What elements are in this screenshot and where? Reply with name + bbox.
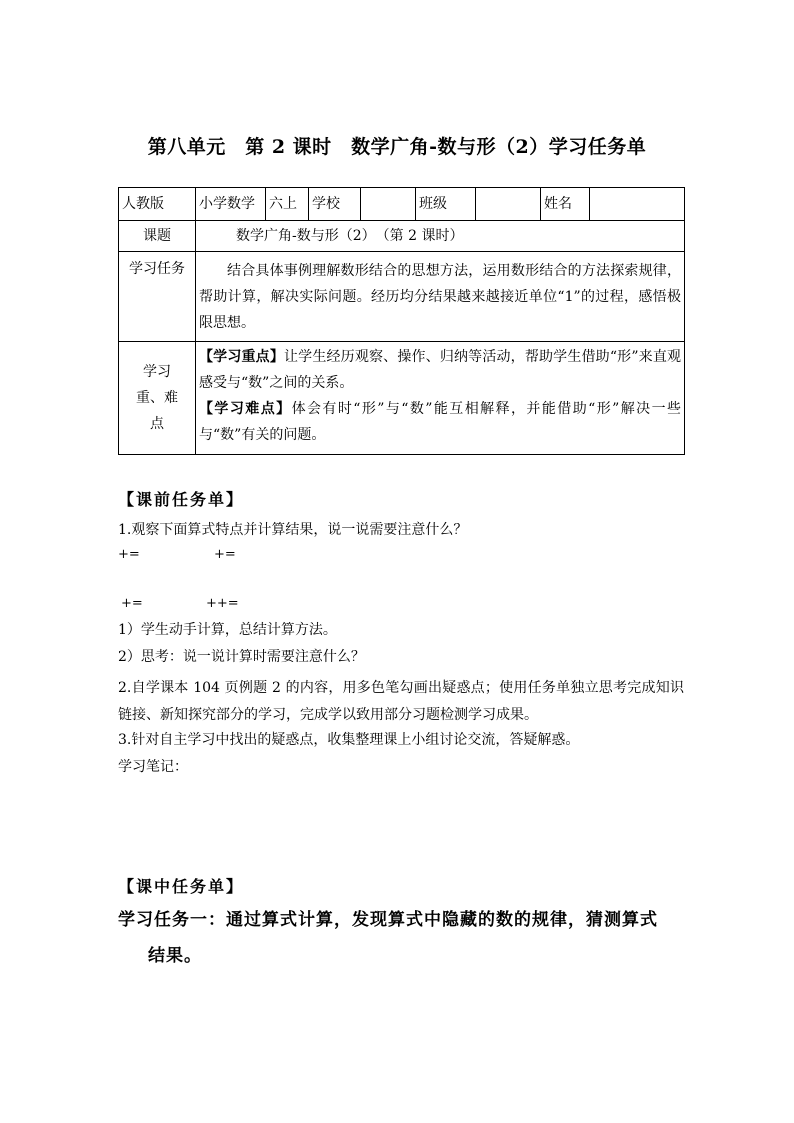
task-one-heading (118, 902, 684, 974)
task-one-line1: 学习任务一：通过算式计算，发现算式中隐藏的数的规律，猜测算式 (118, 910, 658, 930)
topic-row (119, 221, 685, 252)
notes-label: 学习笔记： (118, 759, 188, 775)
grade-cell: 六上 (266, 188, 309, 221)
task-row (119, 252, 685, 342)
pre-task-q1: 1.观察下面算式特点并计算结果，说一说需要注意什么？ (118, 522, 468, 538)
school-label: 学校 (309, 188, 361, 221)
header-row (119, 188, 685, 221)
task-cell (196, 252, 685, 342)
school-field[interactable] (361, 188, 416, 221)
equation-2b: ++= (206, 596, 239, 611)
equation-1b: += (214, 547, 236, 562)
mid-task-heading: 【课中任务单】 (118, 877, 245, 896)
focus-diff-tag: 【学习难点】 (199, 401, 292, 417)
edition-cell: 人教版 (119, 188, 196, 221)
pre-task-heading: 【课前任务单】 (118, 490, 245, 509)
focus-row (119, 342, 685, 455)
pre-task-step1: 1）学生动手计算，总结计算方法。 (118, 622, 337, 638)
focus-cell (196, 342, 685, 455)
focus-diff-text: 体会有时“形”与“数”能互相解释，并能借助“形”解决一些与“数”有关的问题。 (199, 401, 681, 443)
focus-key-text: 让学生经历观察、操作、归纳等活动，帮助学生借助“形”来直观感受与“数”之间的关系。 (199, 349, 681, 391)
name-label: 姓名 (541, 188, 590, 221)
equation-1a: += (118, 547, 140, 562)
topic-value: 数学广角-数与形（2） （第 2 课时） (196, 221, 685, 252)
info-table (118, 187, 685, 455)
focus-key-paragraph (199, 344, 681, 396)
task-one-line2: 结果。 (148, 946, 202, 966)
class-label: 班级 (416, 188, 476, 221)
page-title: 第八单元 第 2 课时 数学广角-数与形（2）学习任务单 (147, 136, 647, 158)
equation-2a: += (121, 596, 143, 611)
name-field[interactable] (590, 188, 685, 221)
pre-task-q3: 3.针对自主学习中找出的疑惑点，收集整理课上小组讨论交流，答疑解惑。 (118, 732, 580, 748)
class-field[interactable] (476, 188, 541, 221)
focus-label: 学习重、难点 (119, 342, 196, 455)
pre-task-q2: 2.自学课本 104 页例题 2 的内容，用多色笔勾画出疑惑点；使用任务单独立思考完成知识链接、新知探究部分的学习，完成学以致用部分习题检测学习成果。 (118, 680, 684, 723)
pre-task-step2: 2）思考：说一说计算时需要注意什么？ (118, 649, 365, 665)
focus-diff-paragraph (199, 396, 681, 448)
topic-label: 课题 (119, 221, 196, 252)
task-value: 结合具体事例理解数形结合的思想方法，运用数形结合的方法探索规律，帮助计算，解决实际问题。经历均分结果越来越接近单位“1”的过程，感悟极限思想。 (199, 262, 681, 331)
task-label: 学习任务 (119, 252, 196, 342)
subject-cell: 小学数学 (196, 188, 266, 221)
focus-key-tag: 【学习重点】 (199, 349, 285, 365)
